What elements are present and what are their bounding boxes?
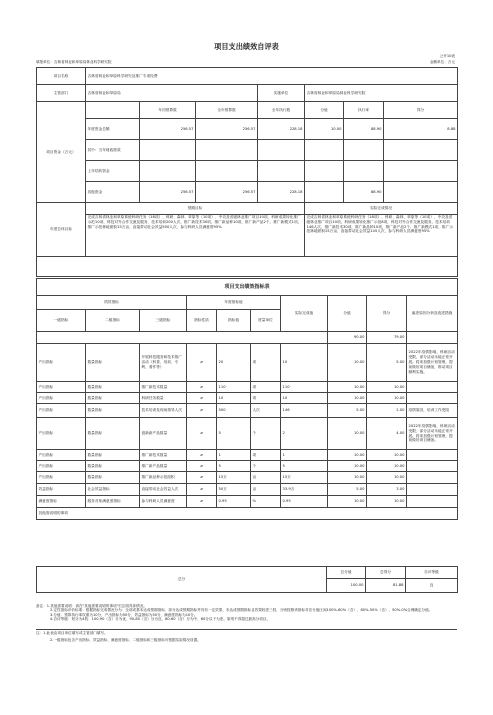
funds-header-5: 得分 <box>384 102 458 119</box>
funds-cell <box>305 182 344 203</box>
indicator-cell-sv: 10.00 <box>328 393 367 404</box>
indicator-cell-sc: 10.00 <box>367 496 407 508</box>
summary-total: 100.00 <box>327 579 366 593</box>
total-score-value: 90.00 <box>328 332 367 344</box>
indicator-cell-sv: 10.00 <box>328 418 367 450</box>
indicator-cell-l1: 产出指标 <box>37 393 86 404</box>
indicator-cell-l2: 数量指标 <box>86 404 140 418</box>
indicator-cell-reason: 2022年疫情影响，科研活动受限，部分活动未能正常开展。将来加强计划管理，提前做好项目储备，推动项目顺利实施。 <box>407 344 458 382</box>
indicator-cell-l2: 数量指标 <box>86 344 140 382</box>
total-score: 79.00 <box>367 332 407 344</box>
col-header-nature: 指标性质 <box>187 310 217 332</box>
indicator-cell-sv: 10.00 <box>328 496 367 508</box>
indicator-cell-nature: ≥ <box>187 461 217 472</box>
indicator-cell-nature: ≥ <box>187 393 217 404</box>
indicator-cell-value: 50万 <box>217 484 251 496</box>
indicator-cell-unit: 个 <box>251 418 281 450</box>
footer-note-1: 注：1.此表由项目单位填写或主管部门填写。 <box>36 631 108 635</box>
indicator-cell-sc: 10.00 <box>367 461 407 472</box>
table-row <box>37 404 458 418</box>
indicator-cell-sc: 5.00 <box>367 344 407 382</box>
indicator-cell-l3: 技术培训及现场指导人次 <box>140 404 187 418</box>
project-name-label: 项目名称 <box>37 68 86 85</box>
indicator-cell-actual: 2 <box>281 418 328 450</box>
indicator-cell-l1: 产出指标 <box>37 344 86 382</box>
currency-unit: 金额单位：万元 <box>429 60 455 64</box>
indicator-cell-sc: 3.00 <box>367 484 407 496</box>
indicator-cell-nature: ≥ <box>187 404 217 418</box>
indicator-cell-sv: 10.00 <box>328 382 367 393</box>
funds-cell: 256.57 <box>140 182 196 203</box>
indicator-cell-reason <box>407 393 458 404</box>
indicator-cell-unit: 人次 <box>251 404 281 418</box>
impl-value: 吉林省林业和草原局林业科学研究院 <box>305 85 458 102</box>
funds-cell <box>196 140 258 161</box>
indicator-cell-actual: 0.95 <box>281 496 328 508</box>
indicator-cell-reason <box>407 496 458 508</box>
indicator-cell-l3: 推广新品种示范面积 <box>140 472 187 484</box>
indicator-cell-nature: ≥ <box>187 450 217 461</box>
indicator-cell-l2: 数量指标 <box>86 450 140 461</box>
project-info-table <box>36 67 458 277</box>
indicator-cell-reason <box>407 484 458 496</box>
indicator-cell-l1: 产出指标 <box>37 450 86 461</box>
indicator-cell-value: 1 <box>217 450 251 461</box>
indicator-cell-sv: 10.00 <box>328 461 367 472</box>
table-row <box>37 461 458 472</box>
funds-cell <box>305 161 344 182</box>
table-row <box>37 484 458 496</box>
indicator-cell-l3: 科研任务数量 <box>140 393 187 404</box>
summary-grade: 良 <box>406 579 458 593</box>
funds-cell <box>384 182 458 203</box>
funds-cell <box>258 161 305 182</box>
indicator-cell-actual: 5 <box>281 461 328 472</box>
indicator-cell-l2: 数量指标 <box>86 382 140 393</box>
funds-header-0: 年初预算数 <box>140 102 196 119</box>
indicator-cell-l1: 产出指标 <box>37 382 86 393</box>
indicator-cell-value: 110 <box>217 382 251 393</box>
note-line-3: 3.分值：预算执行率权重为10分，产出指标为50分，效益指标为30分，满意度指标为10分。 <box>50 612 198 617</box>
col-header-l2: 二级指标 <box>86 310 140 332</box>
indicator-cell-actual: 110 <box>281 382 328 393</box>
indicator-cell-actual: 1 <box>281 450 328 461</box>
indicator-cell-sc: 10.00 <box>367 393 407 404</box>
indicator-cell-actual: 10 <box>281 393 328 404</box>
col-header-l3: 三级指标 <box>140 310 187 332</box>
funds-row-label: 其中：当年财政拨款 <box>86 140 140 161</box>
indicator-cell-value: 20 <box>217 344 251 382</box>
indicator-cell-sc: 10.00 <box>367 450 407 461</box>
funds-row-label: 上年结转资金 <box>86 161 140 182</box>
indicator-cell-l2: 服务对象满意度指标 <box>86 496 140 508</box>
indicator-cell-sc: 10.00 <box>367 382 407 393</box>
indicator-cell-sv: 5.00 <box>328 484 367 496</box>
indicator-cell-sc: 4.00 <box>367 418 407 450</box>
funds-cell: 228.18 <box>258 182 305 203</box>
indicator-cell-value: 10 <box>217 393 251 404</box>
indicator-cell-unit: 项 <box>251 450 281 461</box>
indicator-cell-unit: 亩 <box>251 472 281 484</box>
indicator-cell-unit: 项 <box>251 344 281 382</box>
dept-label: 主管部门 <box>37 85 86 102</box>
page-title: 项目支出绩效自评表 <box>214 42 279 51</box>
indicator-cell-actual: 15万 <box>281 472 328 484</box>
indicator-cell-reason <box>407 461 458 472</box>
indicator-cell-actual: 146 <box>281 404 328 418</box>
funds-cell: 88.90 <box>344 182 384 203</box>
indicator-cell-l3: 参与科研人员满意度 <box>140 496 187 508</box>
col-header-value: 指标值 <box>217 310 251 332</box>
indicator-cell-nature: ≥ <box>187 472 217 484</box>
funds-row-label: 其他资金 <box>86 182 140 203</box>
indicator-cell-l2: 数量指标 <box>86 418 140 450</box>
indicator-cell-l3: 推广新技术数量 <box>140 382 187 393</box>
funds-cell: 228.18 <box>258 119 305 140</box>
indicator-cell-reason <box>407 472 458 484</box>
grade-label: 自评等级 <box>406 567 458 579</box>
total-value-label: 总分值 <box>327 567 366 579</box>
actual-goal-header: 实际完成情况 <box>305 203 458 215</box>
form-number: 公开10表 <box>439 54 455 58</box>
indicator-cell-actual: 33.9万 <box>281 484 328 496</box>
total-score-label: 总得分 <box>366 567 406 579</box>
table-row <box>37 418 458 450</box>
indicator-cell-value: 15万 <box>217 472 251 484</box>
indicator-cell-nature: ≥ <box>187 496 217 508</box>
indicator-cell-l3: 推广新技术数量 <box>140 450 187 461</box>
reporting-unit: 填报单位：吉林省林业和草原局林业科学研究院 <box>36 60 112 64</box>
indicator-cell-value: 5 <box>217 461 251 472</box>
note-line-4: 4.自评等级：划分为4档：100-90（含）分为优、90-80（含）分为良、80-60（含）分为中、60分以下为差。原则不得超过最高分项目。 <box>50 617 270 622</box>
summary-table <box>36 566 458 593</box>
expected-goal-text: 完成吉林省林业和草原系统科研任务（18项）、科研、森林、草原等（10项）、中央及省级林业推广项目10项，科研成果转化推广示范10项、科技对外合作交流及服务，技术培训200人次，推广新技术30项，推广新品种10项，推广新产品2个，推广新模式1项，推广示范林地面积15万亩，直接带动社会效益500人次，参与科研人员满意度95% <box>86 215 305 257</box>
funds-cell: 88.90 <box>344 119 384 140</box>
funds-cell <box>140 140 196 161</box>
footer-note-2: 2.一级指标包含产出指标、效益指标、满意度指标，二级指标和三级指标可根据实际情况设置。 <box>50 638 201 642</box>
funds-header-1: 全年预算数 <box>196 102 258 119</box>
funds-cell <box>384 161 458 182</box>
indicator-cell-sv: 10.00 <box>328 472 367 484</box>
funds-cell <box>344 140 384 161</box>
note-line-2: 2.定性指标评价标准：根据指标完成情况分为：全部或基本达成预期指标、部分达成预期指标并具有一定效果、未达成预期指标且效果较差三档，分别按照该指标对应分值区间100%-80%（含）、80%-50%（含）、50%-0%合理确定分值。 <box>50 608 433 613</box>
funds-cell <box>305 140 344 161</box>
actual-goal-text: 完成吉林省林业和草原系统科研任务（18项）、科研、森林、草原等（10项）、中央及省级林业推广项目10项，科研成果转化推广示范8项，科技对外合作交流及服务，技术培训146人次，推广新技术30项，推广新品种10项，推广新产品2个，推广新模式1项，推广示范林地面积15万亩，直接带动社会效益145人次，参与科研人员满意度95% <box>305 215 458 257</box>
funds-header-4: 执行率 <box>344 102 384 119</box>
funds-cell <box>140 161 196 182</box>
actual-value-header: 实际完成值 <box>281 296 328 332</box>
indicator-cell-value: 0.95 <box>217 496 251 508</box>
table-row <box>37 344 458 382</box>
indicator-cell-l2: 社会效益指标 <box>86 484 140 496</box>
table-row <box>37 496 458 508</box>
indicator-cell-reason <box>407 450 458 461</box>
annual-indicator-header: 年度指标值 <box>187 296 281 310</box>
indicator-cell-l1: 产出指标 <box>37 418 86 450</box>
summary-score: 81.88 <box>366 579 406 593</box>
indicator-cell-unit: 亩 <box>251 484 281 496</box>
funds-cell: 8.88 <box>384 119 458 140</box>
funds-side-label: 项目资金（万元） <box>37 102 86 203</box>
perf-indicator-header: 绩效指标 <box>37 296 187 310</box>
score-header: 得分 <box>367 296 407 332</box>
indicator-cell-reason: 疫情原因，培训工作受阻 <box>407 404 458 418</box>
funds-cell: 256.57 <box>196 119 258 140</box>
indicator-cell-l3: 创新新产品数量 <box>140 418 187 450</box>
indicator-cell-sv: 10.00 <box>328 450 367 461</box>
indicator-cell-l1: 满意度指标 <box>37 496 86 508</box>
indicator-cell-nature: ≥ <box>187 382 217 393</box>
indicator-cell-sc: 2.00 <box>367 404 407 418</box>
indicator-cell-l1: 产出指标 <box>37 461 86 472</box>
col-header-unit: 度量单位 <box>251 310 281 332</box>
indicator-cell-l3: 直接带动社会效益人次 <box>140 484 187 496</box>
indicator-cell-nature: ≥ <box>187 344 217 382</box>
score-value-header: 分值 <box>328 296 367 332</box>
indicator-cell-unit: 项 <box>251 393 281 404</box>
funds-cell: 256.57 <box>196 182 258 203</box>
indicator-cell-l3: 开展科技服务和技术推广活动（科普、培训、专利、著作等） <box>140 344 187 382</box>
reason-header: 偏差原因分析及改进措施 <box>407 296 458 332</box>
indicator-cell-l1: 产出指标 <box>37 472 86 484</box>
funds-cell <box>344 161 384 182</box>
impl-label: 实施单位 <box>258 85 305 102</box>
funds-cell: 256.57 <box>140 119 196 140</box>
funds-header-2: 全年执行数 <box>258 102 305 119</box>
indicator-table <box>36 278 458 520</box>
indicator-cell-reason: 2022年疫情影响，科研活动受限，部分活动未能正常开展。将来加强计划管理，提前做好项目储备。 <box>407 418 458 450</box>
other-matters-label: 其他需说明的事项 <box>37 508 458 520</box>
col-header-l1: 一级指标 <box>37 310 86 332</box>
table-row <box>37 382 458 393</box>
indicator-cell-l2: 数量指标 <box>86 393 140 404</box>
indicator-cell-l2: 数量指标 <box>86 472 140 484</box>
indicator-cell-l2: 数量指标 <box>86 461 140 472</box>
notes <box>36 604 457 622</box>
expected-goal-header: 预期目标 <box>86 203 305 215</box>
funds-row-label: 年度资金总额 <box>86 119 140 140</box>
indicator-cell-l3: 推广新产品数量 <box>140 461 187 472</box>
funds-cell: 10.00 <box>305 119 344 140</box>
indicator-cell-nature: ≥ <box>187 484 217 496</box>
total-label: 总分 <box>37 567 327 593</box>
indicator-cell-l1: 产出指标 <box>37 404 86 418</box>
indicator-cell-sv: 10.00 <box>328 344 367 382</box>
project-name: 吉林省林业和草原科学研究及推广专项经费 <box>86 68 458 85</box>
table-row <box>37 450 458 461</box>
indicator-cell-unit: 项 <box>251 382 281 393</box>
indicator-cell-value: 5 <box>217 418 251 450</box>
indicator-cell-unit: % <box>251 496 281 508</box>
indicator-cell-value: 500 <box>217 404 251 418</box>
funds-cell <box>196 161 258 182</box>
note-line-1: 备注：1.其他需要说明：请在"其他需要说明的事项"栏注明具体情况。 <box>36 604 147 608</box>
funds-cell <box>384 140 458 161</box>
indicator-cell-sv: 5.00 <box>328 404 367 418</box>
funds-cell <box>258 140 305 161</box>
goals-side-label: 年度总体目标 <box>37 203 86 257</box>
table-row <box>37 472 458 484</box>
indicator-cell-unit: 个 <box>251 461 281 472</box>
indicator-cell-nature: ≥ <box>187 418 217 450</box>
dept-value: 吉林省林业和草原局 <box>86 85 258 102</box>
indicator-cell-l1: 效益指标 <box>37 484 86 496</box>
indicator-table-title: 项目支出绩效指标表 <box>37 279 458 296</box>
indicator-cell-actual: 10 <box>281 344 328 382</box>
table-row <box>37 393 458 404</box>
funds-header-3: 分值 <box>305 102 344 119</box>
indicator-cell-sc: 10.00 <box>367 472 407 484</box>
indicator-cell-reason <box>407 382 458 393</box>
